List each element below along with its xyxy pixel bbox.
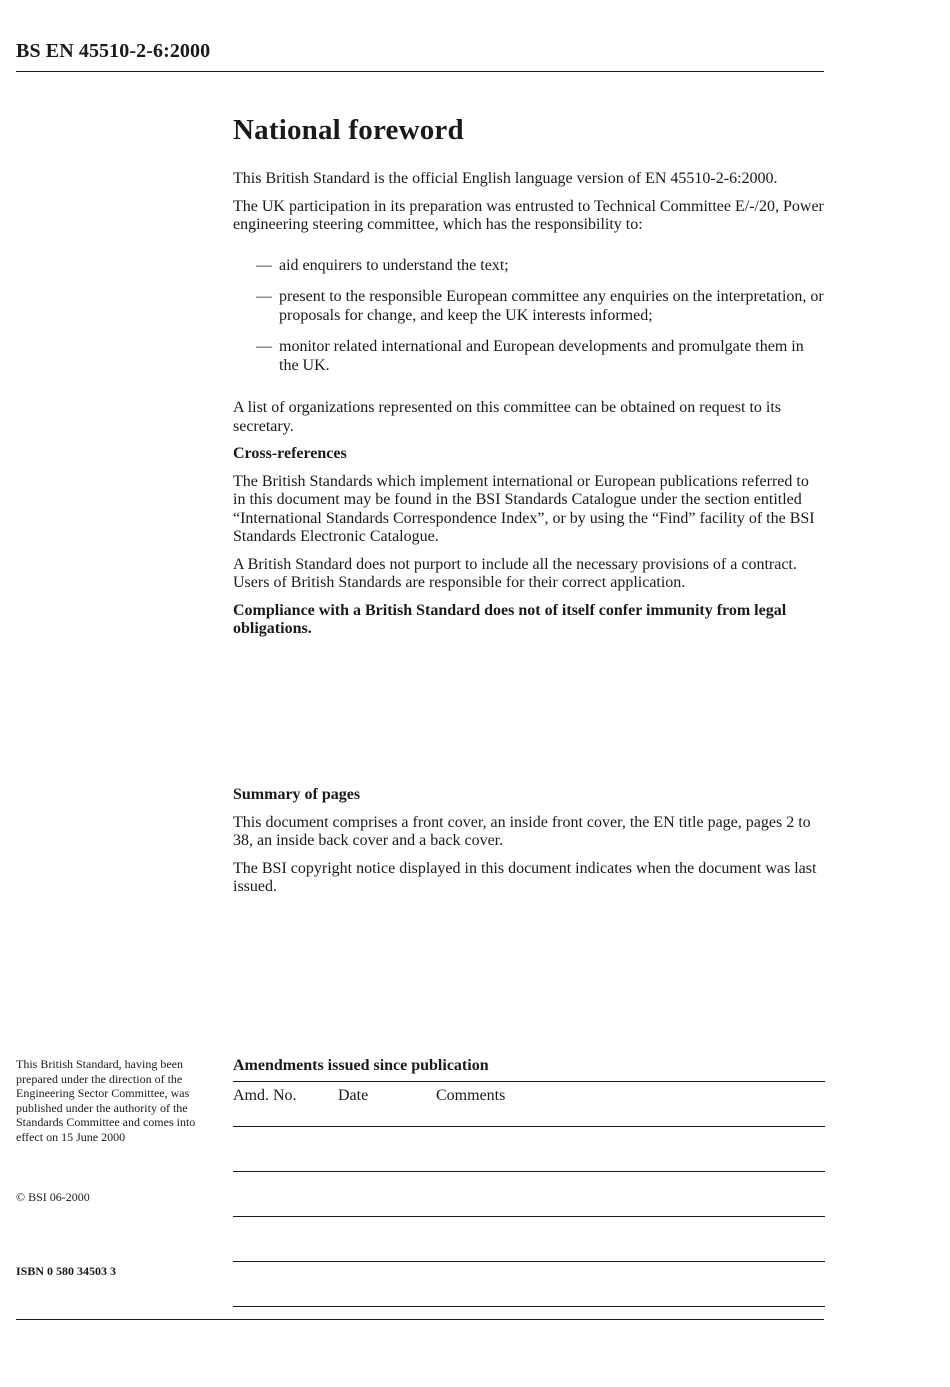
- list-dash: —: [256, 338, 272, 355]
- participation-paragraph: The UK participation in its preparation was entrusted to Technical Committee E/-/20, Power engineering steering committee, which has the responsibility to:: [233, 197, 824, 233]
- compliance-statement: Compliance with a British Standard does not of itself confer immunity from legal obligations.: [233, 601, 787, 637]
- intro-paragraph: This British Standard is the official English language version of EN 45510-2-6:2000.: [233, 170, 778, 187]
- summary-pages-paragraph: This document comprises a front cover, an inside front cover, the EN title page, pages 2 to 38, an inside back cover and a back cover.: [233, 813, 811, 849]
- list-item: [233, 338, 825, 375]
- comments-column-header: Comments: [436, 1087, 506, 1104]
- summary-heading: Summary of pages: [233, 786, 361, 803]
- page-title: National foreword: [233, 114, 464, 146]
- publication-note: This British Standard, having been prepared under the direction of the Engineering Sector Committee, was published under the authority of the Standards Committee and comes into effect on 15 June 2000: [16, 1057, 196, 1144]
- list-item: [233, 288, 825, 325]
- date-column-header: Date: [338, 1087, 369, 1104]
- amendments-title: Amendments issued since publication: [233, 1057, 489, 1074]
- amd-no-column-header: Amd. No.: [233, 1087, 297, 1104]
- cross-references-heading: Cross-references: [233, 445, 347, 462]
- national-foreword-section: [233, 110, 825, 648]
- list-item-text: monitor related international and European developments and promulgate them in the UK.: [279, 338, 804, 374]
- table-row: [233, 1262, 825, 1307]
- copyright-notice-paragraph: The BSI copyright notice displayed in this document indicates when the document was last issued.: [233, 859, 817, 895]
- table-row: [233, 1172, 825, 1217]
- list-item-text: present to the responsible European committee any enquiries on the interpretation, or proposals for change, and keep the UK interests informed;: [279, 288, 824, 324]
- footer-divider: [16, 1319, 824, 1320]
- list-item: [233, 257, 825, 276]
- responsibility-list: [233, 257, 825, 376]
- cross-references-paragraph: The British Standards which implement international or European publications referred to in this document may be found in the BSI Standards Catalogue under the section entitled “International Standards Correspondence Index”, or by using the “Find” facility of the BSI Standards Electronic Catalogue.: [233, 472, 815, 545]
- table-row: [233, 1127, 825, 1172]
- organization-list-paragraph: A list of organizations represented on this committee can be obtained on request to its secretary.: [233, 399, 782, 435]
- copyright-line: © BSI 06-2000: [16, 1190, 90, 1204]
- table-row: [233, 1217, 825, 1262]
- list-dash: —: [256, 256, 272, 274]
- header-divider: [16, 71, 824, 72]
- isbn: ISBN 0 580 34503 3: [16, 1264, 117, 1278]
- amendments-header-row: [233, 1082, 825, 1126]
- amendments-table: [233, 1056, 825, 1307]
- list-dash: —: [256, 288, 272, 305]
- summary-of-pages-section: [233, 786, 825, 906]
- provisions-paragraph: A British Standard does not purport to include all the necessary provisions of a contract. Users of British Standards are responsible for their correct application.: [233, 555, 797, 591]
- list-item-text: aid enquirers to understand the text;: [279, 256, 509, 274]
- document-id: BS EN 45510-2-6:2000: [16, 40, 211, 62]
